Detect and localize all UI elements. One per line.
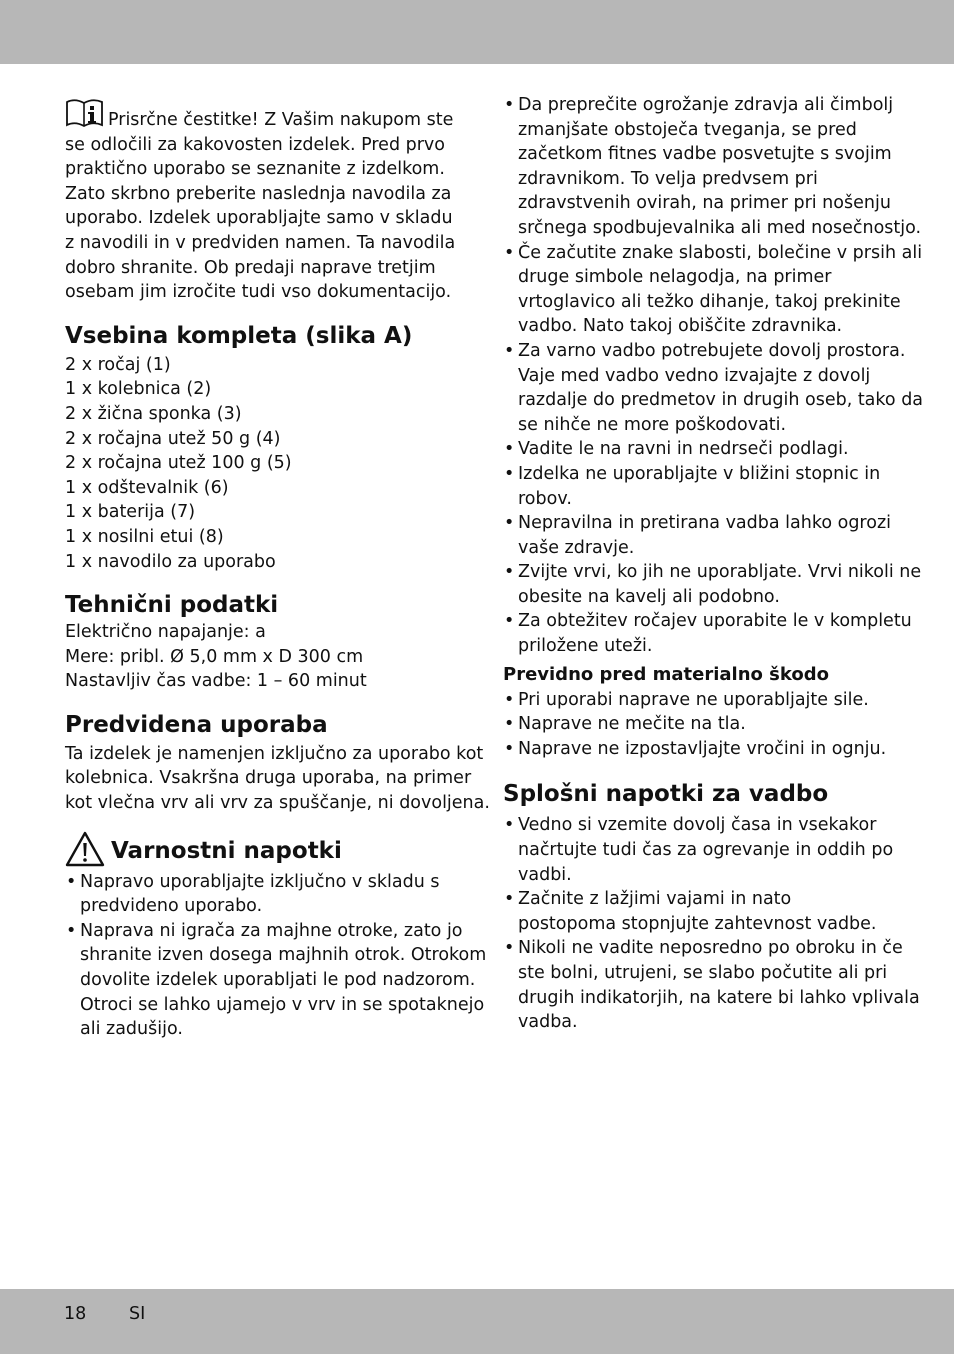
material-damage-heading: Previdno pred materialno škodo [503, 663, 829, 685]
safety-item [503, 609, 912, 658]
training-item-line: načrtujte tudi čas za ogrevanje in oddih po [518, 840, 894, 861]
safety-item-line: • Naprava ni igrača za majhne otroke, zato jo [80, 920, 463, 941]
technical-line: Mere: pribl. Ø 5,0 mm x D 300 cm [65, 646, 364, 667]
intro-line: osebam jim izročite tudi vso dokumentacijo. [65, 282, 452, 303]
safety-item-line: vrtoglavico ali težko dihanje, takoj prekinite [518, 291, 901, 312]
intro-line: Zato skrbno preberite naslednja navodila za [65, 183, 452, 204]
safety-item [503, 462, 898, 511]
safety-item [503, 93, 922, 241]
technical-line: Nastavljiv čas vadbe: 1 – 60 minut [65, 671, 367, 692]
training-item [503, 813, 898, 887]
safety-item-line: ali zadušijo. [80, 1019, 183, 1040]
intended-use-line: kolebnica. Vsakršna druga uporaba, na primer [65, 768, 472, 789]
intended-use-line: Ta izdelek je namenjen izključno za uporabo kot [65, 743, 484, 764]
safety-item [503, 560, 922, 609]
material-damage-line: • Naprave ne mečite na tla. [518, 714, 746, 735]
technical-line: Električno napajanje: a [65, 622, 266, 643]
info-icon [65, 98, 104, 129]
safety-item-line: • Zvijte vrvi, ko jih ne uporabljate. Vrvi nikoli ne [518, 562, 922, 583]
training-item-line: • Začnite z lažjimi vajami in nato [518, 889, 792, 910]
intended-use-heading: Predvidena uporaba [65, 711, 328, 738]
training-list [503, 813, 920, 1034]
safety-list [65, 870, 487, 1042]
training-heading: Splošni napotki za vadbo [503, 781, 829, 808]
contents-heading: Vsebina kompleta (slika A) [65, 322, 413, 349]
material-damage-item [503, 737, 898, 762]
safety-item [503, 511, 898, 560]
technical-list [65, 620, 460, 694]
intro-line: z navodili in v predviden namen. Ta navodila [65, 232, 456, 253]
safety-item-line: • Če začutite znake slabosti, bolečine v prsih ali [518, 242, 923, 263]
safety-item-line: obesite na kavelj ali podobno. [518, 586, 780, 607]
training-item-line: • Vedno si vzemite dovolj časa in vsekakor [518, 815, 877, 836]
safety-item-line: predvideno uporabo. [80, 896, 263, 917]
intended-use-line: kot vlečna vrv ali vrv za spuščanje, ni dovoljena. [65, 793, 490, 814]
safety-item-line: druge simbole nelagodja, na primer [518, 267, 832, 288]
training-item-line: vadbi. [518, 864, 572, 885]
contents-item: 2 x ročaj (1) [65, 354, 171, 375]
safety-list-continued [503, 93, 924, 659]
contents-item: 2 x ročajna utež 50 g (4) [65, 428, 281, 449]
safety-item-line: zmanjšate obstoječa tveganja, se pred [518, 119, 857, 140]
contents-item: 1 x odštevalnik (6) [65, 477, 229, 498]
page-number: 18 [64, 1304, 87, 1324]
intro-section [65, 108, 460, 305]
training-item [503, 887, 898, 936]
safety-item-line: vaše zdravje. [518, 537, 635, 558]
safety-item [65, 919, 487, 1042]
contents-list [65, 353, 460, 574]
contents-item: 1 x nosilni etui (8) [65, 526, 224, 547]
safety-item-line: razdalje do predmetov in drugih oseb, tako da [518, 390, 924, 411]
safety-item-line: zdravstvenih ovirah, na primer pri nošenju [518, 193, 891, 214]
left-column [65, 108, 490, 1042]
training-item-line: ste bolni, utrujeni, se slabo počutite ali pri [518, 963, 888, 983]
material-damage-line: • Pri uporabi naprave ne uporabljajte sile. [518, 689, 869, 710]
page-language: SI [129, 1304, 146, 1324]
intro-line: uporabo. Izdelek uporabljajte samo v skladu [65, 208, 453, 229]
safety-item-line: vadbo. Nato takoj obiščite zdravnika. [518, 316, 843, 337]
safety-item-line: • Izdelka ne uporabljajte v bližini stopnic in [518, 463, 881, 484]
safety-item-line: • Napravo uporabljajte izključno v skladu s [80, 871, 440, 892]
contents-item: 2 x ročajna utež 100 g (5) [65, 453, 292, 474]
safety-item-line: robov. [518, 488, 572, 509]
safety-item-line: srčnega spodbujevalnika ali med nosečnostjo. [518, 217, 922, 238]
safety-item-line: Otroci se lahko ujamejo v vrv in se spotaknejo [80, 994, 485, 1015]
safety-item-line: se nihče ne more poškodovati. [518, 414, 787, 435]
safety-item-line: začetkom fitnes vadbe posvetujte s svojim [518, 144, 892, 165]
contents-item: 1 x baterija (7) [65, 502, 196, 523]
intro-line: se odločili za kakovosten izdelek. Pred prvo [65, 134, 445, 155]
safety-item-line: shranite izven dosega majhnih otrok. Otrokom [80, 945, 487, 966]
contents-item: 2 x žična sponka (3) [65, 403, 242, 424]
material-damage-list [503, 688, 898, 762]
technical-heading: Tehnični podatki [65, 592, 279, 619]
safety-item-line: dovolite izdelek uporabljati le pod nadzorom. [80, 970, 476, 991]
right-column [503, 93, 924, 1035]
contents-item: 1 x kolebnica (2) [65, 379, 212, 400]
training-item-line: drugih indikatorjih, na katere bi lahko vplivala [518, 987, 920, 1008]
safety-heading-text: Varnostni napotki [111, 837, 342, 864]
safety-item-line: priložene uteži. [518, 636, 653, 657]
safety-item-line: • Da preprečite ogrožanje zdravja ali čimbolj [518, 95, 894, 115]
safety-item-line: • Za obtežitev ročajev uporabite le v kompletu [518, 611, 912, 632]
safety-item [503, 437, 898, 462]
safety-heading [65, 836, 460, 866]
safety-item-line: Vaje med vadbo vedno izvajajte z dovolj [518, 365, 871, 386]
intro-line: dobro shranite. Ob predaji naprave tretjim [65, 257, 436, 278]
safety-item [503, 339, 924, 437]
safety-item-line: zdravnikom. To velja predvsem pri [518, 168, 818, 189]
safety-item-line: • Vadite le na ravni in nedrseči podlagi. [518, 439, 849, 460]
material-damage-item [503, 688, 898, 713]
intro-line: Prisrčne čestitke! Z Vašim nakupom ste [108, 110, 454, 130]
safety-item [65, 870, 460, 919]
material-damage-item [503, 712, 898, 737]
intended-use-text [65, 742, 490, 816]
training-item-line: vadba. [518, 1012, 578, 1033]
intro-line: praktično uporabo se seznanite z izdelkom. [65, 159, 445, 180]
header-bar [0, 0, 954, 64]
safety-item-line: • Za varno vadbo potrebujete dovolj prostora. [518, 340, 906, 361]
safety-item-line: • Nepravilna in pretirana vadba lahko ogrozi [518, 513, 891, 534]
material-damage-line: • Naprave ne izpostavljajte vročini in ognju. [518, 738, 887, 759]
training-item-line: • Nikoli ne vadite neposredno po obroku in če [518, 938, 903, 959]
contents-item: 1 x navodilo za uporabo [65, 551, 276, 572]
training-item-line: postopoma stopnjujte zahtevnost vadbe. [518, 913, 877, 934]
warning-icon [65, 831, 105, 867]
safety-item [503, 241, 923, 339]
training-item [503, 936, 920, 1034]
